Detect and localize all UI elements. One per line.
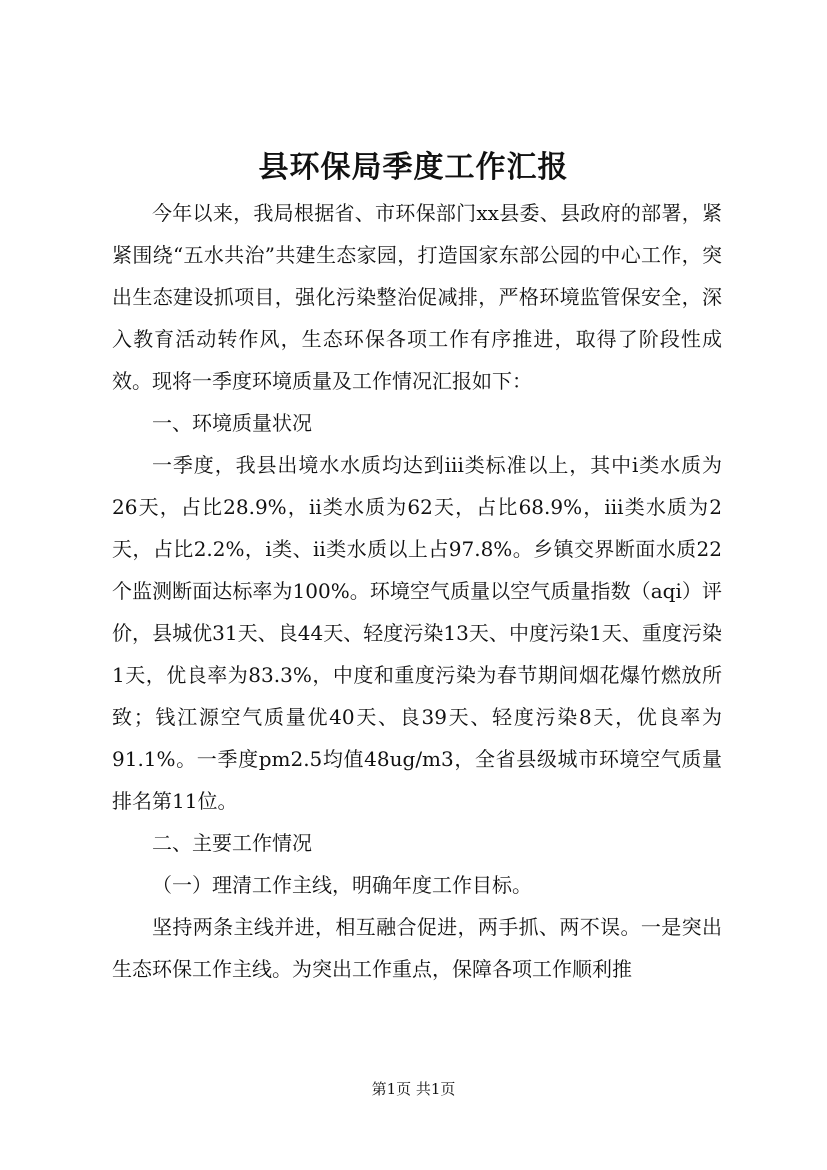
document-title: 县环保局季度工作汇报 bbox=[258, 150, 569, 185]
subsection-heading-work-line: （一）理清工作主线，明确年度工作目标。 bbox=[152, 873, 532, 897]
section-heading-environment: 一、环境质量状况 bbox=[152, 411, 312, 435]
page-footer: 第1页 共1页 bbox=[371, 1080, 456, 1098]
paragraph-environment-quality: 一季度，我县出境水水质均达到iii类标准以上，其中i类水质为26天，占比28.9%，ii类水质为62天，占比68.9%，iii类水质为2天，占比2.2%，i类、ii类水质以上占97.8%。乡镇交界断面水质22个监测断面达标率为100%。环境空气质量以空气质量指数（aqi）评价，县城优31天、良44天、轻度污染13天、中度污染1天、重度污染1天，优良率为83.3%，中度和重度污染为春节期间烟花爆竹燃放所致；钱江源空气质量优40天、良39天、轻度污染8天，优良率为91.1%。一季度pm2.5均值48ug/m3，全省县级城市环境空气质量排名第11位。 bbox=[112, 453, 722, 813]
paragraph-intro: 今年以来，我局根据省、市环保部门xx县委、县政府的部署，紧紧围绕“五水共治”共建生态家园，打造国家东部公园的中心工作，突出生态建设抓项目，强化污染整治促减排，严格环境监管保安全，深入教育活动转作风，生态环保各项工作有序推进，取得了阶段性成效。现将一季度环境质量及工作情况汇报如下： bbox=[112, 201, 722, 393]
document-body bbox=[112, 192, 722, 990]
section-heading-main-work: 二、主要工作情况 bbox=[152, 831, 312, 855]
paragraph-work-line: 坚持两条主线并进，相互融合促进，两手抓、两不误。一是突出生态环保工作主线。为突出工作重点，保障各项工作顺利推 bbox=[112, 915, 722, 981]
